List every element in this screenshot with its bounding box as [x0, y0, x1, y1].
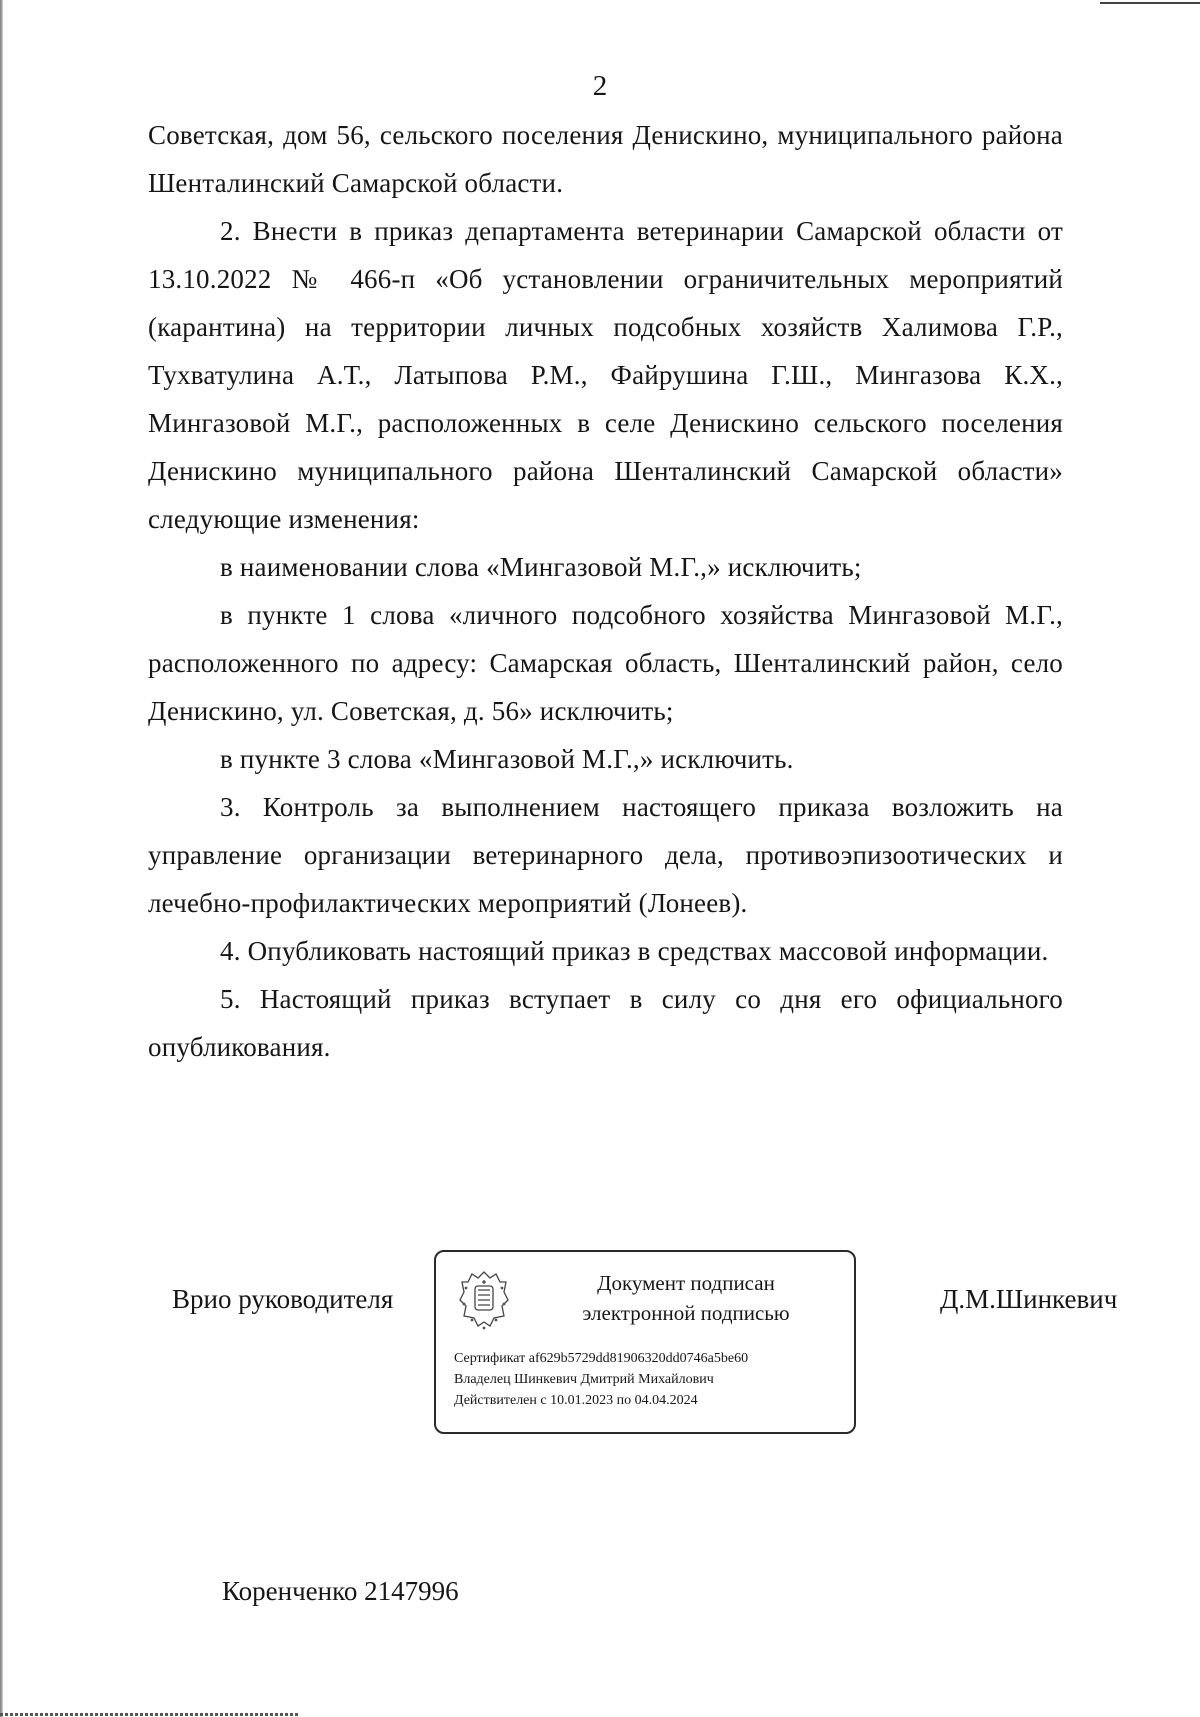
paragraph: в наименовании слова «Мингазовой М.Г.,» исключить; [220, 552, 862, 582]
page-number: 2 [592, 70, 608, 102]
electronic-signature-stamp [434, 1250, 856, 1434]
scan-edge [0, 0, 3, 1717]
stamp-title-line: электронной подписью [582, 1301, 790, 1325]
signer-name: Д.М.Шинкевич [940, 1284, 1118, 1314]
certificate-number: Сертификат af629b5729dd81906320dd0746a5be60 [454, 1351, 749, 1366]
certificate-owner: Владелец Шинкевич Дмитрий Михайлович [454, 1372, 714, 1387]
stamp-details [454, 1348, 849, 1411]
paragraph: 2. Внести в приказ департамента ветеринарии Самарской области от 13.10.2022 № 466-п «Об установлении ограничительных мероприятий (карантина) на территории личных подсобных хозяйств Халимова Г.Р., Тухватулина А.Т., Латыпова Р.М., Файрушина Г.Ш., Мингазова К.Х., Мингазовой М.Г., расположенных в селе Денискино сельского поселения Денискино муниципального района Шенталинский Самарской области» следующие изменения: [148, 216, 1063, 534]
stamp-title-line: Документ подписан [597, 1271, 775, 1295]
signer-position: Врио руководителя [172, 1284, 394, 1314]
certificate-validity: Действителен с 10.01.2023 по 04.04.2024 [454, 1393, 698, 1408]
scan-edge [1100, 2, 1200, 4]
paragraph: Советская, дом 56, сельского поселения Денискино, муниципального района Шенталинский Самарской области. [148, 120, 1063, 198]
executor-info: Коренченко 2147996 [222, 1576, 459, 1606]
paragraph: в пункте 3 слова «Мингазовой М.Г.,» исключить. [220, 744, 794, 774]
document-body [148, 111, 1063, 1071]
paragraph: в пункте 1 слова «личного подсобного хозяйства Мингазовой М.Г., расположенного по адресу: Самарская область, Шенталинский район, село Денискино, ул. Советская, д. 56» исключить; [148, 600, 1063, 726]
coat-of-arms-icon [456, 1268, 512, 1332]
stamp-title [536, 1268, 836, 1328]
paragraph: 4. Опубликовать настоящий приказ в средствах массовой информации. [220, 936, 1049, 966]
paragraph: 5. Настоящий приказ вступает в силу со дня его официального опубликования. [148, 984, 1063, 1062]
scan-edge [0, 1713, 300, 1716]
paragraph: 3. Контроль за выполнением настоящего приказа возложить на управление организации ветеринарного дела, противоэпизоотических и лечебно-профилактических мероприятий (Лонеев). [148, 792, 1063, 918]
